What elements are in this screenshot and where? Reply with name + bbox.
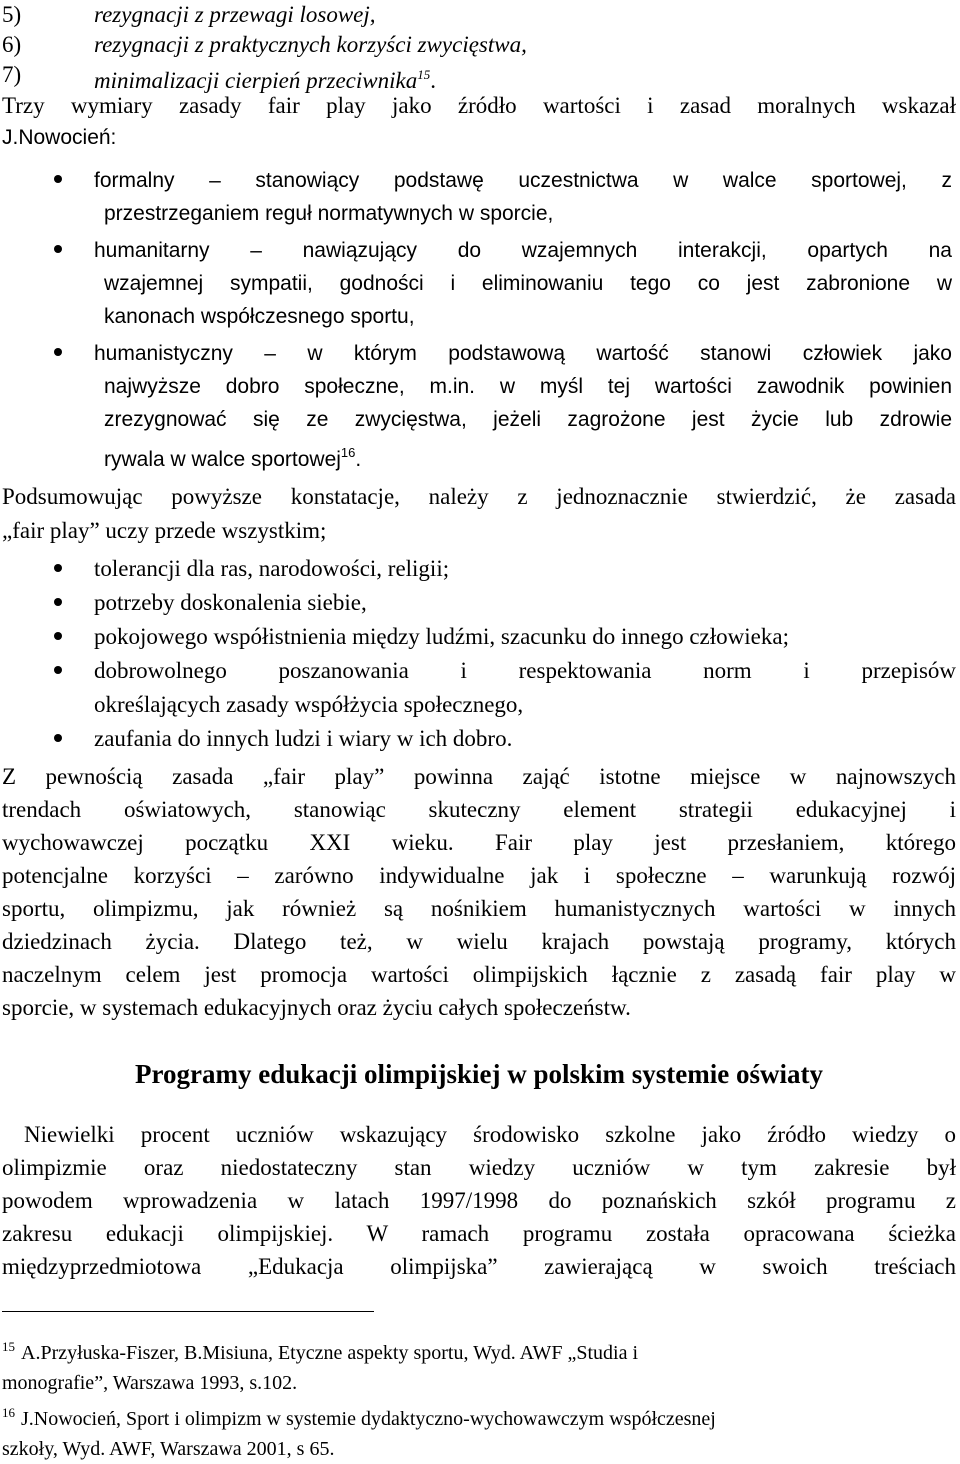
- paragraph-line: Z pewnością zasada „fair play” powinna zająć istotne miejsce w najnowszych: [2, 764, 956, 789]
- footnote-ref: 16: [340, 445, 356, 460]
- list-text: rezygnacji z przewagi losowej,: [94, 2, 376, 27]
- item-line: pokojowego współistnienia między ludźmi, szacunku do innego człowieka;: [94, 624, 789, 649]
- bullet-icon: [2, 722, 94, 756]
- list-item: [2, 234, 956, 333]
- paragraph-line: olimpizmie oraz niedostateczny stan wiedzy uczniów w tym zakresie był: [2, 1155, 956, 1180]
- bullet-icon: [2, 654, 94, 688]
- item-line: przestrzeganiem reguł normatywnych w sporcie,: [104, 202, 554, 225]
- body-paragraph: [2, 760, 956, 1024]
- footnote-continuation: szkoły, Wyd. AWF, Warszawa 2001, s 65.: [2, 1438, 335, 1460]
- paragraph-line: powodem wprowadzenia w latach 1997/1998 do poznańskich szkół programu z: [2, 1188, 956, 1213]
- footnote: [2, 1332, 956, 1368]
- item-line: humanitarny – nawiązujący do wzajemnych interakcji, opartych na: [94, 239, 952, 262]
- footnote-text: J.Nowocień, Sport i olimpizm w systemie dydaktyczno-wychowawczym współczesnej: [21, 1408, 716, 1430]
- footnote-divider: [2, 1311, 374, 1312]
- list-number: 5): [2, 2, 22, 27]
- bullet-icon: [2, 552, 94, 586]
- paragraph-line: sportu, olimpizmu, jak również są nośnikiem humanistycznych wartości w innych: [2, 896, 956, 921]
- list-item: [2, 337, 956, 476]
- footnotes: [2, 1332, 956, 1464]
- list-item: [2, 552, 956, 586]
- list-item: [2, 620, 956, 654]
- paragraph-line: dziedzinach życia. Dlatego też, w wielu krajach powstają programy, których: [2, 929, 956, 954]
- paragraph-line: trendach oświatowych, stanowiąc skuteczny element strategii edukacyjnej i: [2, 797, 956, 822]
- footnote-number: 16: [2, 1405, 15, 1420]
- list-number: 7): [2, 62, 22, 87]
- lead-paragraph: [2, 90, 956, 154]
- item-line: określających zasady współżycia społecznego,: [94, 692, 524, 717]
- list-text-main: minimalizacji cierpień przeciwnika: [94, 68, 418, 93]
- paragraph-line: międzyprzedmiotowa „Edukacja olimpijska” zawierającą w swoich treściach: [2, 1254, 956, 1279]
- list-text: rezygnacji z praktycznych korzyści zwycięstwa,: [94, 32, 527, 57]
- body-paragraph: [2, 1118, 956, 1283]
- list-item: [2, 0, 956, 30]
- item-line: najwyższe dobro społeczne, m.in. w myśl tej wartości zawodnik powinien: [104, 375, 952, 398]
- item-line: tolerancji dla ras, narodowości, religii;: [94, 556, 450, 581]
- paragraph-line: wychowawczej początku XXI wieku. Fair play jest przesłaniem, którego: [2, 830, 956, 855]
- paragraph-line: sporcie, w systemach edukacyjnych oraz życiu całych społeczeństw.: [2, 995, 631, 1020]
- list-text: [94, 60, 436, 93]
- list-item: [2, 30, 956, 60]
- list-item: [2, 164, 956, 230]
- summary-line-1: Podsumowując powyższe konstatacje, należy z jednoznacznie stwierdzić, że zasada: [2, 484, 956, 509]
- list-item: [2, 60, 956, 93]
- bullet-icon: [2, 586, 94, 620]
- item-line: [94, 436, 952, 476]
- lead-line-2: J.Nowocień:: [2, 126, 117, 149]
- item-line-tail: .: [355, 448, 362, 471]
- paragraph-line: Niewielki procent uczniów wskazujący środowisko szkolne jako źródło wiedzy o: [24, 1122, 956, 1147]
- bullet-icon: [2, 620, 94, 654]
- dimensions-list: [2, 164, 956, 476]
- bullet-icon: [2, 337, 94, 369]
- summary-line-2: „fair play” uczy przede wszystkim;: [2, 518, 327, 543]
- item-line: dobrowolnego poszanowania i respektowania norm i przepisów: [94, 658, 956, 683]
- list-number: 6): [2, 32, 22, 57]
- item-line: zaufania do innych ludzi i wiary w ich dobro.: [94, 726, 513, 751]
- list-item: [2, 722, 956, 756]
- footnote-number: 15: [2, 1339, 15, 1354]
- footnote-continuation: monografie”, Warszawa 1993, s.102.: [2, 1372, 298, 1394]
- item-line: wzajemnej sympatii, godności i eliminowaniu tego co jest zabronione w: [104, 272, 952, 295]
- list-item: [2, 586, 956, 620]
- summary-paragraph: [2, 480, 956, 548]
- list-text-tail: .: [430, 68, 436, 93]
- numbered-list: [2, 0, 956, 93]
- paragraph-line: potencjalne korzyści – zarówno indywidualne jak i społeczne – warunkują rozwój: [2, 863, 956, 888]
- bullet-icon: [2, 234, 94, 266]
- section-heading: Programy edukacji olimpijskiej w polskim systemie oświaty: [135, 1059, 823, 1089]
- item-line: humanistyczny – w którym podstawową wartość stanowi człowiek jako: [94, 342, 952, 365]
- paragraph-line: zakresu edukacji olimpijskiej. W ramach programu została opracowana ścieżka: [2, 1221, 956, 1246]
- item-line: kanonach współczesnego sportu,: [104, 305, 415, 328]
- lead-line-1: Trzy wymiary zasady fair play jako źródło wartości i zasad moralnych wskazał: [2, 93, 956, 118]
- item-line-text: rywala w walce sportowej: [104, 448, 341, 471]
- item-line: potrzeby doskonalenia siebie,: [94, 590, 367, 615]
- item-line: formalny – stanowiący podstawę uczestnictwa w walce sportowej, z: [94, 169, 952, 192]
- bullet-icon: [2, 164, 94, 196]
- item-line: zrezygnować się ze zwycięstwa, jeżeli zagrożone jest życie lub zdrowie: [104, 408, 952, 431]
- teaches-list: [2, 552, 956, 756]
- list-item: [2, 654, 956, 722]
- footnote: [2, 1398, 956, 1434]
- paragraph-line: naczelnym celem jest promocja wartości olimpijskich łącznie z zasadą fair play w: [2, 962, 956, 987]
- footnote-text: A.Przyłuska-Fiszer, B.Misiuna, Etyczne aspekty sportu, Wyd. AWF „Studia i: [21, 1342, 639, 1364]
- footnote-ref: 15: [417, 67, 431, 82]
